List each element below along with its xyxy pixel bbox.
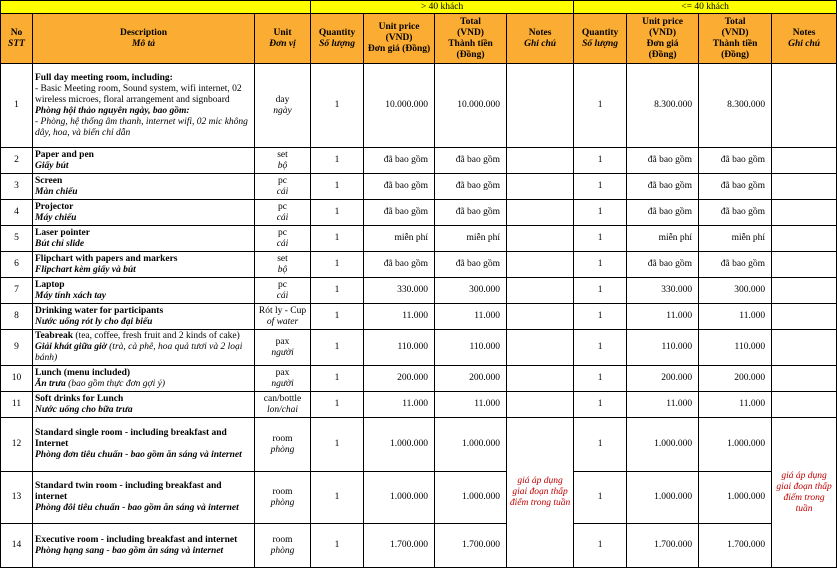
cell-notes-2 [772, 330, 837, 366]
cell-no: 5 [1, 226, 33, 252]
description-vi: Phòng đơn tiêu chuẩn - bao gồm ăn sáng và internet [35, 450, 242, 460]
table-row [1, 304, 837, 330]
cell-unit: pc cái [255, 200, 311, 226]
cell-total-2: 300.000 [699, 278, 772, 304]
cell-unit-price: 110.000 [364, 330, 435, 366]
cell-description [33, 524, 255, 568]
description-en: Lunch (menu included) [35, 367, 131, 378]
cell-unit: room phòng [255, 524, 311, 568]
cell-unit-price-2: đã bao gồm [627, 200, 699, 226]
cell-description [33, 366, 255, 392]
description-en: Executive room - including breakfast and internet [35, 534, 238, 545]
cell-notes [507, 64, 574, 148]
cell-unit-price-2: miễn phí [627, 226, 699, 252]
cell-notes-2 [772, 226, 837, 252]
cell-no: 13 [1, 472, 33, 524]
cell-notes-merged: giá áp dụng giai đoạn thấp điểm trong tuần [507, 418, 574, 568]
cell-total: 10.000.000 [435, 64, 507, 148]
cell-unit: pax người [255, 366, 311, 392]
cell-total: 1.000.000 [435, 418, 507, 472]
cell-unit-price: 330.000 [364, 278, 435, 304]
cell-unit-price-2: 1.000.000 [627, 472, 699, 524]
cell-total-2: miễn phí [699, 226, 772, 252]
cell-unit-price: đã bao gồm [364, 200, 435, 226]
cell-description [33, 64, 255, 148]
cell-quantity: 1 [311, 226, 364, 252]
description-en: Standard single room - including breakfast and Internet [35, 428, 227, 449]
cell-no: 4 [1, 200, 33, 226]
description-vi: Bút chỉ slide [35, 238, 85, 249]
description-en: Standard twin room - including breakfast and internet [35, 481, 222, 502]
description-en: Teabreak [35, 331, 74, 341]
cell-total-2: đã bao gồm [699, 174, 772, 200]
description-en: Projector [35, 201, 74, 212]
cell-notes [507, 278, 574, 304]
cell-unit-price: 11.000 [364, 392, 435, 418]
cell-unit-price-2: 11.000 [627, 304, 699, 330]
cell-notes [507, 252, 574, 278]
table-row [1, 226, 837, 252]
cell-unit-price: 10.000.000 [364, 64, 435, 148]
cell-unit: pc cái [255, 174, 311, 200]
description-en: Drinking water for participants [35, 305, 164, 316]
cell-quantity-2: 1 [574, 366, 627, 392]
cell-quantity: 1 [311, 174, 364, 200]
table-row [1, 278, 837, 304]
cell-unit-price-2: đã bao gồm [627, 148, 699, 174]
cell-description [33, 278, 255, 304]
cell-total: 11.000 [435, 392, 507, 418]
header-unit-price-2: Unit price (VND) Đơn giá (Đồng) [627, 14, 699, 64]
cell-unit-price-2: 200.000 [627, 366, 699, 392]
description-en: Laptop [35, 279, 65, 290]
cell-quantity: 1 [311, 148, 364, 174]
cell-quantity-2: 1 [574, 148, 627, 174]
cell-description [33, 226, 255, 252]
cell-quantity-2: 1 [574, 226, 627, 252]
table-row [1, 418, 837, 472]
cell-quantity-2: 1 [574, 472, 627, 524]
cell-notes-2 [772, 64, 837, 148]
cell-total: 1.000.000 [435, 472, 507, 524]
table-row [1, 366, 837, 392]
header-quantity-2: Quantity Số lượng [574, 14, 627, 64]
cell-unit-price: đã bao gồm [364, 252, 435, 278]
cell-unit: day ngày [255, 64, 311, 148]
cell-quantity: 1 [311, 330, 364, 366]
cell-no: 8 [1, 304, 33, 330]
cell-unit-price-2: đã bao gồm [627, 174, 699, 200]
cell-total-2: 11.000 [699, 304, 772, 330]
cell-description [33, 418, 255, 472]
cell-unit-price-2: 110.000 [627, 330, 699, 366]
cell-description [33, 330, 255, 366]
cell-unit: set bộ [255, 148, 311, 174]
cell-unit-price: đã bao gồm [364, 148, 435, 174]
cell-no: 2 [1, 148, 33, 174]
table-row [1, 524, 837, 568]
cell-unit: room phòng [255, 418, 311, 472]
description-en: Laser pointer [35, 227, 90, 238]
header-row [1, 14, 837, 64]
cell-notes [507, 330, 574, 366]
cell-no: 6 [1, 252, 33, 278]
cell-unit-price: miễn phí [364, 226, 435, 252]
cell-notes [507, 174, 574, 200]
cell-total-2: đã bao gồm [699, 252, 772, 278]
description-sub: - Basic Meeting room, Sound system, wifi internet, 02 wireless microes, floral arrangement and signboard [35, 83, 242, 105]
cell-unit-price: 1.700.000 [364, 524, 435, 568]
description-en-extra: (tea, coffee, fresh fruit and 2 kinds of cake) [73, 331, 240, 341]
cell-notes-2 [772, 200, 837, 226]
cell-total-2: 11.000 [699, 392, 772, 418]
cell-description [33, 304, 255, 330]
description-en: Full day meeting room, including: [35, 72, 173, 83]
cell-unit-price: 1.000.000 [364, 472, 435, 524]
description-vi: Ăn trưa [35, 378, 66, 389]
cell-description [33, 252, 255, 278]
cell-notes-2 [772, 252, 837, 278]
cell-quantity: 1 [311, 304, 364, 330]
cell-unit-price-2: đã bao gồm [627, 252, 699, 278]
header-total: Total (VND) Thành tiền (Đồng) [435, 14, 507, 64]
cell-total: đã bao gồm [435, 148, 507, 174]
cell-unit-price: đã bao gồm [364, 174, 435, 200]
cell-unit: pc cái [255, 226, 311, 252]
description-vi: Màn chiếu [35, 186, 78, 197]
header-unit: Unit Đơn vị [255, 14, 311, 64]
cell-quantity: 1 [311, 278, 364, 304]
cell-notes-merged-2: giá áp dụng giai đoạn thấp điểm trong tuần [772, 418, 837, 568]
cell-no: 7 [1, 278, 33, 304]
cell-unit-price-2: 8.300.000 [627, 64, 699, 148]
header-description: Description Mô tả [33, 14, 255, 64]
cell-no: 1 [1, 64, 33, 148]
cell-description [33, 472, 255, 524]
cell-no: 10 [1, 366, 33, 392]
cell-quantity: 1 [311, 252, 364, 278]
group-header-gt40: > 40 khách [311, 1, 574, 14]
description-vi: Nước uống cho bữa trưa [35, 404, 133, 415]
cell-total-2: 110.000 [699, 330, 772, 366]
cell-total: đã bao gồm [435, 200, 507, 226]
cell-notes [507, 366, 574, 392]
cell-notes [507, 304, 574, 330]
cell-quantity-2: 1 [574, 330, 627, 366]
cell-total-2: đã bao gồm [699, 148, 772, 174]
description-vi-extra: (trà, cà phê, hoa quả tươi và 2 loại bánh) [35, 342, 243, 363]
cell-notes [507, 200, 574, 226]
cell-quantity-2: 1 [574, 64, 627, 148]
cell-total-2: 200.000 [699, 366, 772, 392]
header-notes-2: Notes Ghi chú [772, 14, 837, 64]
table-row [1, 472, 837, 524]
cell-total: miễn phí [435, 226, 507, 252]
cell-total-2: 1.000.000 [699, 418, 772, 472]
cell-unit: set bộ [255, 252, 311, 278]
cell-total: 300.000 [435, 278, 507, 304]
cell-notes [507, 148, 574, 174]
cell-quantity-2: 1 [574, 304, 627, 330]
description-vi: Máy tính xách tay [35, 290, 106, 301]
cell-notes [507, 226, 574, 252]
cell-total-2: đã bao gồm [699, 200, 772, 226]
cell-notes [507, 392, 574, 418]
cell-quantity: 1 [311, 472, 364, 524]
description-sub-vi: - Phòng, hệ thống âm thanh, internet wifi, 02 mic không dây, hoa, và biển chỉ dẫn [35, 116, 248, 138]
cell-unit: can/bottle lon/chai [255, 392, 311, 418]
description-vi: Nước uống rót ly cho đại biểu [35, 316, 153, 327]
cell-total: 200.000 [435, 366, 507, 392]
cell-no: 14 [1, 524, 33, 568]
cell-total-2: 1.000.000 [699, 472, 772, 524]
cell-quantity-2: 1 [574, 200, 627, 226]
cell-quantity-2: 1 [574, 278, 627, 304]
cell-total-2: 8.300.000 [699, 64, 772, 148]
cell-unit: pax người [255, 330, 311, 366]
cell-unit-price: 1.000.000 [364, 418, 435, 472]
cell-no: 9 [1, 330, 33, 366]
cell-notes-2 [772, 278, 837, 304]
cell-notes-2 [772, 304, 837, 330]
cell-no: 3 [1, 174, 33, 200]
header-notes: Notes Ghi chú [507, 14, 574, 64]
header-no: No STT [1, 14, 33, 64]
cell-quantity-2: 1 [574, 174, 627, 200]
cell-quantity-2: 1 [574, 392, 627, 418]
cell-total: đã bao gồm [435, 252, 507, 278]
cell-description [33, 392, 255, 418]
cell-unit-price-2: 1.000.000 [627, 418, 699, 472]
description-vi: Giải khát giữa giờ [35, 342, 107, 352]
table-row [1, 200, 837, 226]
table-row [1, 64, 837, 148]
cell-unit-price-2: 11.000 [627, 392, 699, 418]
cell-description [33, 174, 255, 200]
header-total-2: Total (VND) Thành tiền (Đồng) [699, 14, 772, 64]
cell-unit-price: 200.000 [364, 366, 435, 392]
cell-quantity: 1 [311, 200, 364, 226]
cell-quantity: 1 [311, 418, 364, 472]
description-vi: Phòng đôi tiêu chuẩn - bao gồm ăn sáng và internet [35, 503, 239, 513]
cell-notes-2 [772, 174, 837, 200]
cell-quantity-2: 1 [574, 418, 627, 472]
cell-quantity: 1 [311, 524, 364, 568]
cell-unit: pc cái [255, 278, 311, 304]
description-vi: Giấy bút [35, 160, 69, 171]
cell-unit: room phòng [255, 472, 311, 524]
header-unit-price: Unit price (VND) Đơn giá (Đồng) [364, 14, 435, 64]
cell-quantity: 1 [311, 392, 364, 418]
description-en: Screen [35, 175, 63, 186]
table-row [1, 174, 837, 200]
description-en: Soft drinks for Lunch [35, 393, 124, 404]
cell-unit-price: 11.000 [364, 304, 435, 330]
cell-quantity-2: 1 [574, 524, 627, 568]
header-quantity: Quantity Số lượng [311, 14, 364, 64]
cell-quantity: 1 [311, 64, 364, 148]
cell-quantity-2: 1 [574, 252, 627, 278]
table-row [1, 252, 837, 278]
group-header-le40: <= 40 khách [574, 1, 837, 14]
cell-total: 1.700.000 [435, 524, 507, 568]
cell-total-2: 1.700.000 [699, 524, 772, 568]
cell-unit: Rót ly - Cup of water [255, 304, 311, 330]
cell-notes-2 [772, 366, 837, 392]
table-row [1, 392, 837, 418]
description-vi: Phòng hội thảo nguyên ngày, bao gồm: [35, 105, 190, 116]
description-en: Paper and pen [35, 149, 94, 160]
description-vi: Flipchart kèm giấy và bút [35, 264, 136, 275]
description-en: Flipchart with papers and markers [35, 253, 178, 264]
cell-quantity: 1 [311, 366, 364, 392]
description-vi: Phòng hạng sang - bao gồm ăn sáng và internet [35, 545, 224, 556]
table-row [1, 330, 837, 366]
cell-no: 12 [1, 418, 33, 472]
cell-total: đã bao gồm [435, 174, 507, 200]
table-row [1, 148, 837, 174]
cell-no: 11 [1, 392, 33, 418]
cell-unit-price-2: 1.700.000 [627, 524, 699, 568]
cell-total: 11.000 [435, 304, 507, 330]
cell-unit-price-2: 330.000 [627, 278, 699, 304]
cell-description [33, 200, 255, 226]
cell-total: 110.000 [435, 330, 507, 366]
cell-notes-2 [772, 148, 837, 174]
cell-notes-2 [772, 392, 837, 418]
description-vi-extra: (bao gồm thực đơn gợi ý) [65, 378, 166, 389]
description-vi: Máy chiếu [35, 212, 77, 223]
cell-description [33, 148, 255, 174]
